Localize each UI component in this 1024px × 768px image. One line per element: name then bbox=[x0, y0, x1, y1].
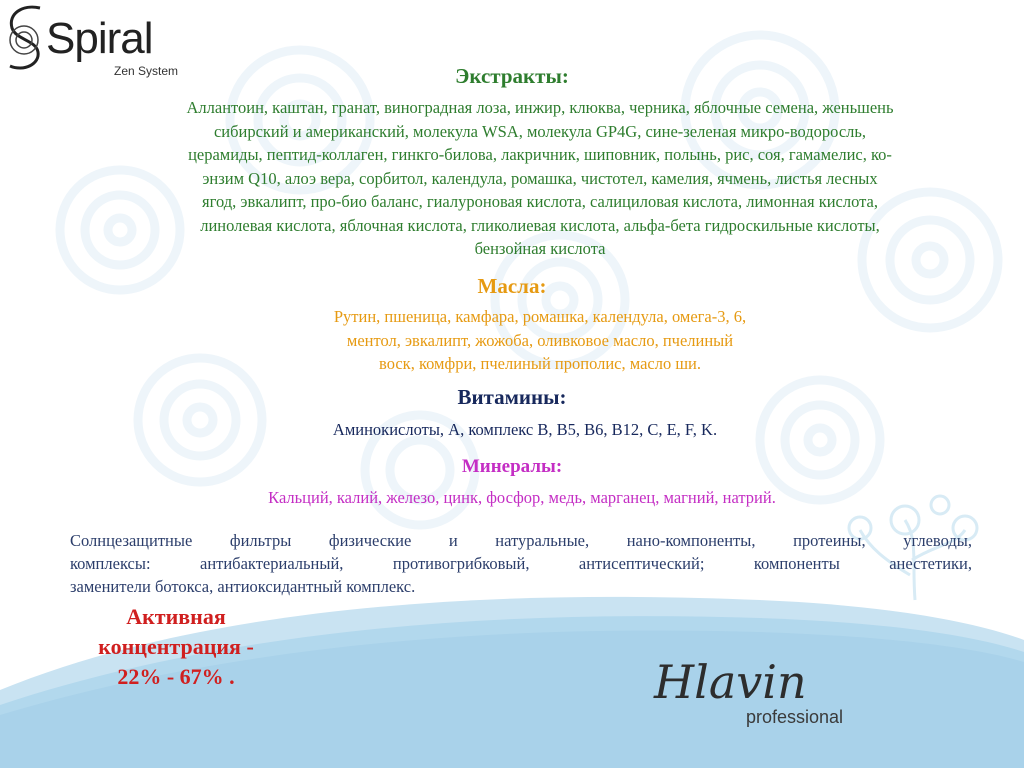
other-components-text bbox=[70, 529, 972, 598]
extracts-line: линолевая кислота, яблочная кислота, гликолиевая кислота, альфа-бета гидроскильные кислоты, bbox=[200, 215, 880, 235]
oils-line: ментол, эвкалипт, жожоба, оливковое масло, пчелиный bbox=[346, 330, 734, 350]
other-line: заменители ботокса, антиоксидантный комплекс. bbox=[70, 577, 416, 596]
oils-text bbox=[260, 305, 820, 376]
oils-title: Масла: bbox=[477, 274, 547, 298]
concentration-line: концентрация - bbox=[98, 634, 254, 659]
hlavin-logo bbox=[652, 655, 872, 735]
extracts-line: ягод, эвкалипт, про-био баланс, гиалуроновая кислота, салициловая кислота, лимонная кислота, bbox=[202, 192, 878, 211]
extracts-line: Аллантоин, каштан, гранат, виноградная лоза, инжир, клюква, черника, яблочные семена, женьшень bbox=[186, 98, 894, 117]
minerals-text: Кальций, калий, железо, цинк, фосфор, медь, марганец, магний, натрий. bbox=[268, 488, 776, 507]
extracts-line: энзим Q10, алоэ вера, сорбитол, календула, ромашка, чистотел, камелия, ячмень, листья лесных bbox=[202, 168, 878, 188]
other-line: комплексы: антибактериальный, противогрибковый, антисептический; компоненты анестетики, bbox=[70, 554, 972, 573]
vitamins-text: Аминокислоты, А, комплекс В, В5, В6, В12, С, Е, F, K. bbox=[332, 420, 718, 439]
extracts-text bbox=[60, 96, 1020, 261]
vitamins-title: Витамины: bbox=[457, 385, 567, 409]
oils-line: воск, комфри, пчелиный прополис, масло ши. bbox=[379, 354, 701, 373]
other-line: Солнцезащитные фильтры физические и натуральные, нано-компоненты, протеины, углеводы, bbox=[70, 531, 972, 550]
minerals-title: Минералы: bbox=[461, 456, 563, 477]
extracts-line: бензойная кислота bbox=[474, 239, 606, 258]
concentration-line: Активная bbox=[126, 604, 226, 629]
spiral-logo-text: Spiral bbox=[46, 14, 153, 63]
active-concentration bbox=[70, 602, 282, 692]
oils-line: Рутин, пшеница, камфара, ромашка, календула, омега-3, 6, bbox=[333, 307, 747, 326]
hlavin-logo-tagline: professional bbox=[746, 707, 844, 727]
concentration-line: 22% - 67% . bbox=[117, 664, 235, 689]
hlavin-logo-text: Hlavin bbox=[654, 655, 807, 709]
extracts-line: сибирский и американский, молекула WSA, молекула GP4G, сине-зеленая микро-водоросль, bbox=[213, 121, 867, 141]
spiral-logo-tagline: Zen System bbox=[114, 64, 179, 78]
extracts-title: Экстракты: bbox=[455, 64, 569, 88]
extracts-line: церамиды, пептид-коллаген, гинкго-билова, лакричник, шиповник, полынь, рис, соя, гамамелис, ко- bbox=[188, 145, 892, 164]
